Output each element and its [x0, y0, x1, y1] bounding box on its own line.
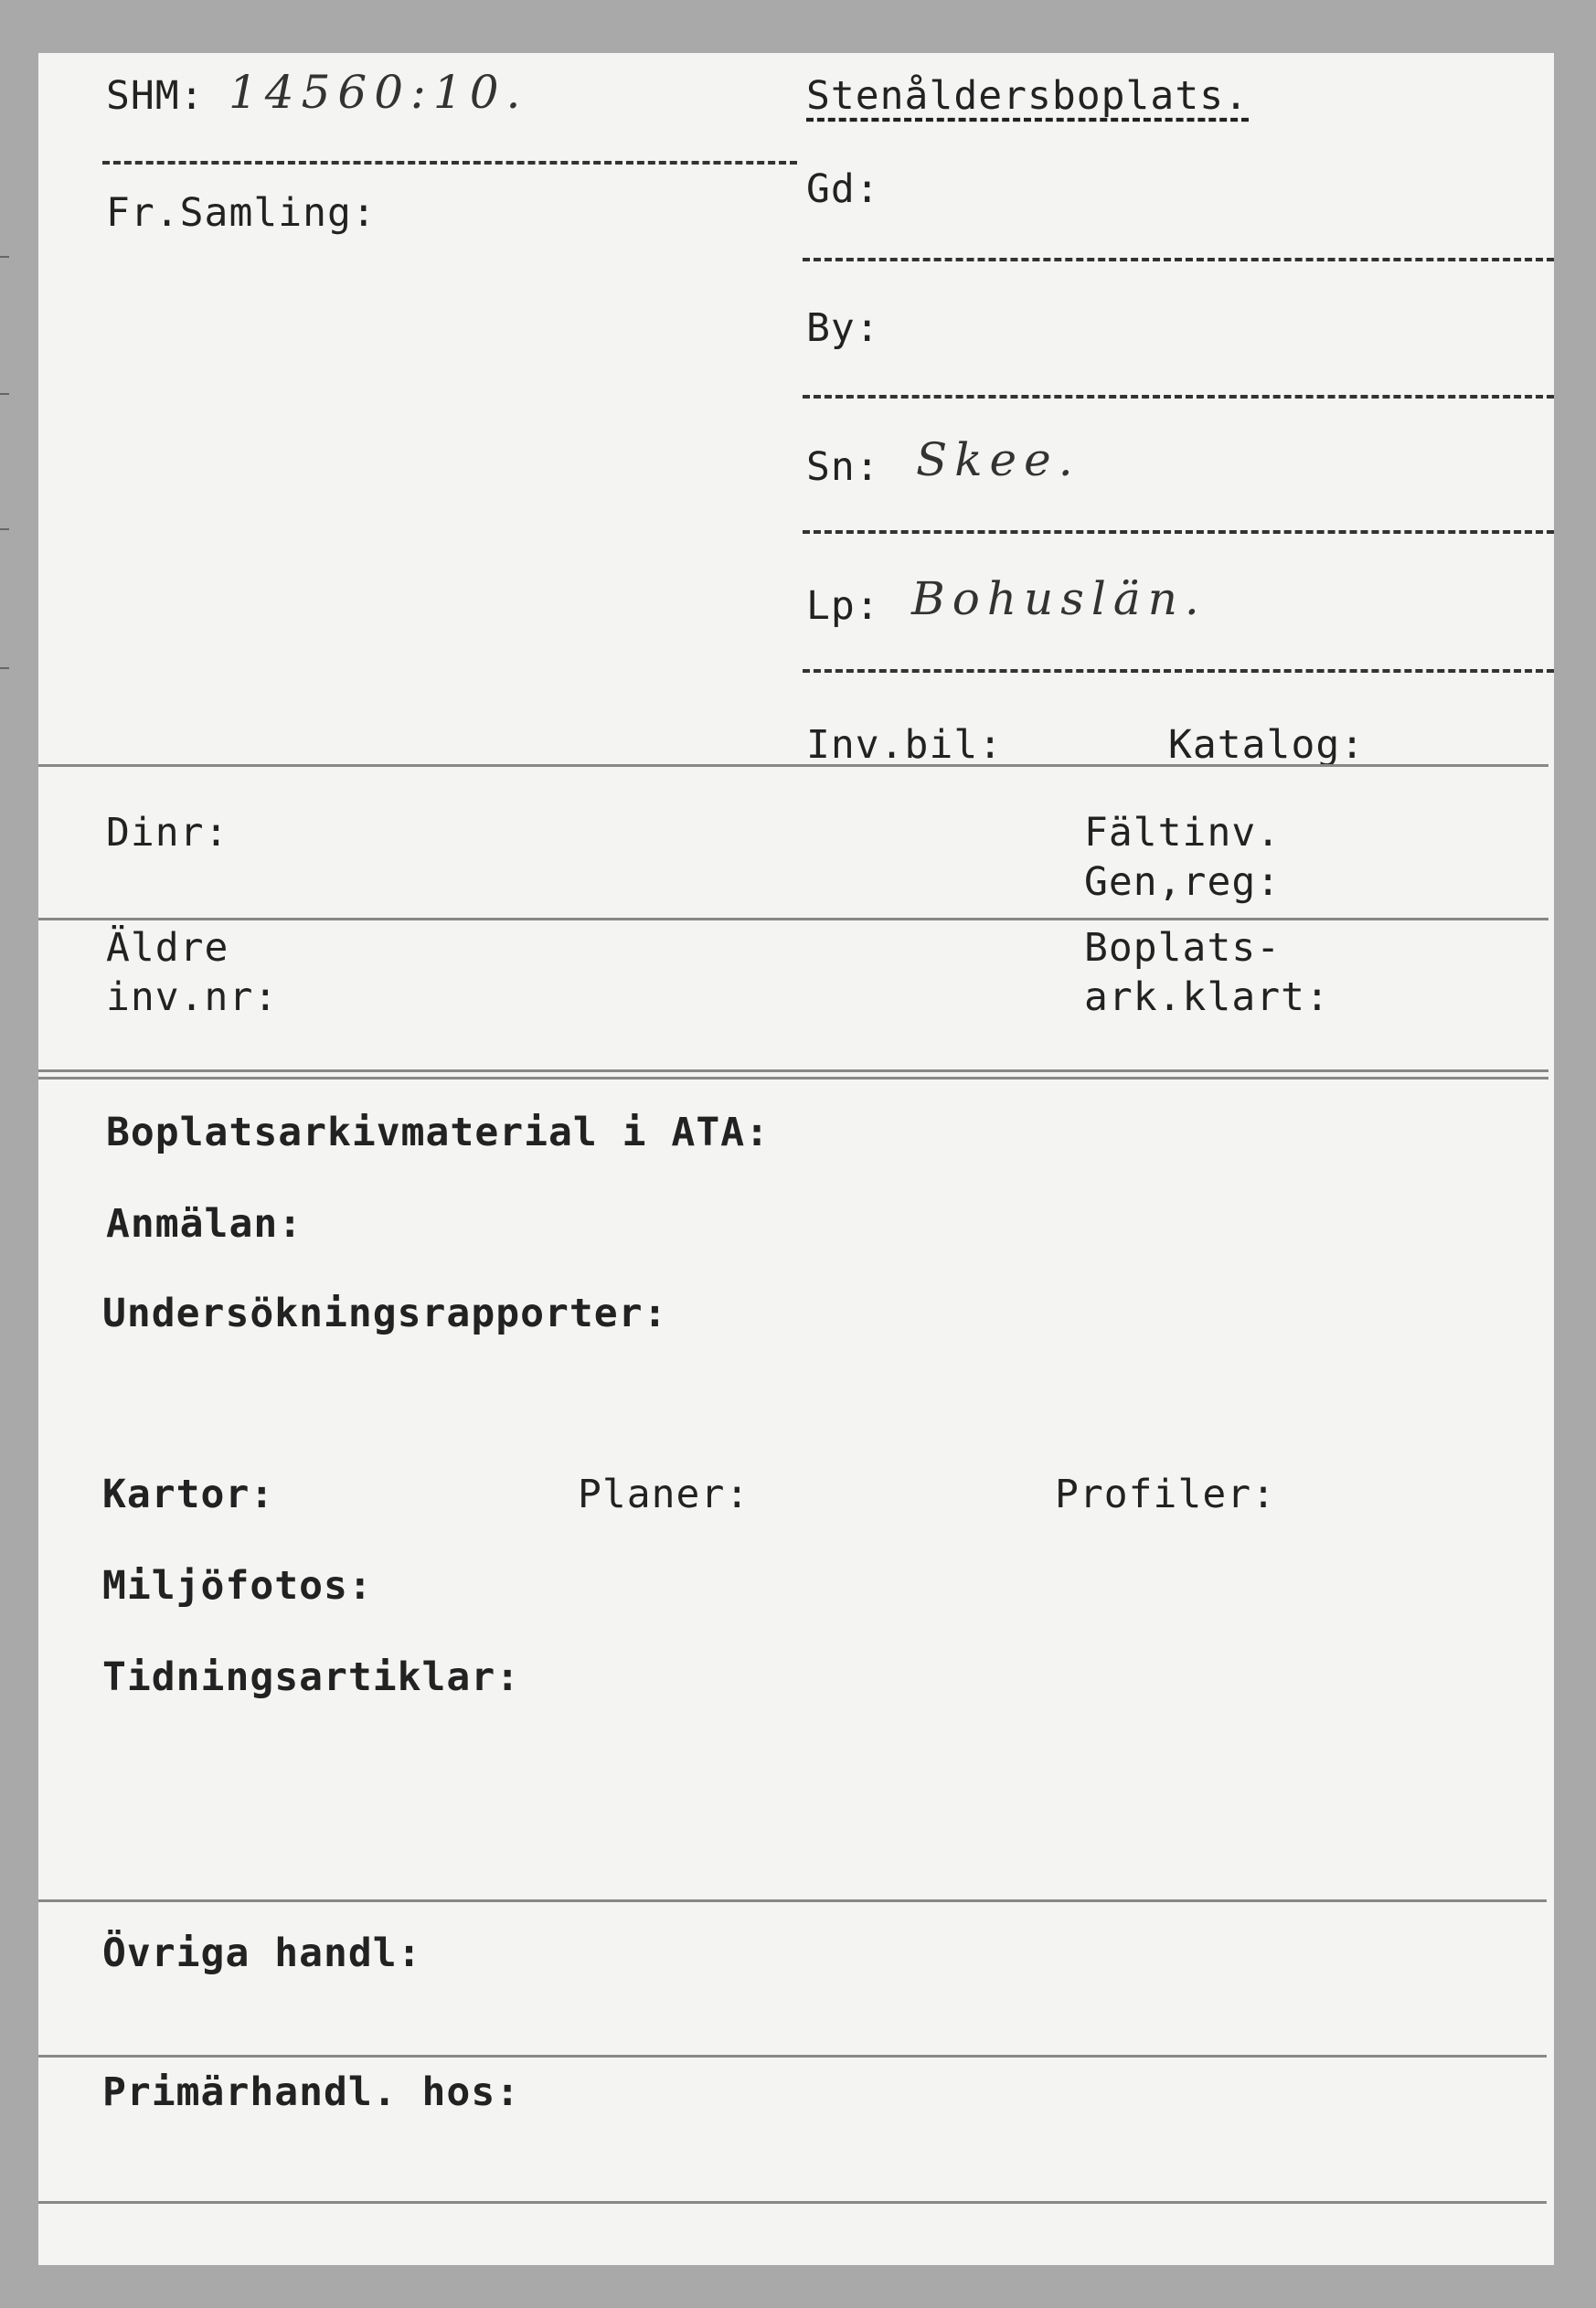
- ovriga-label: Övriga handl:: [102, 1930, 422, 1976]
- section-rule: [38, 1899, 1547, 1902]
- anmalan-label: Anmälan:: [106, 1201, 303, 1247]
- miljofotos-label: Miljöfotos:: [102, 1563, 373, 1609]
- lp-label: Lp:: [806, 583, 880, 629]
- margin-tick: [0, 667, 9, 669]
- faltinv-label: Fältinv.: [1084, 810, 1282, 856]
- section-rule: [38, 1077, 1548, 1080]
- by-rule: [803, 395, 1554, 399]
- primarhandl-label: Primärhandl. hos:: [102, 2069, 521, 2115]
- aldre-label: Äldre: [106, 925, 229, 971]
- lp-value: Bohuslän.: [911, 572, 1207, 625]
- kartor-label: Kartor:: [102, 1472, 275, 1517]
- undersokning-label: Undersökningsrapporter:: [102, 1291, 668, 1336]
- sn-rule: [803, 530, 1554, 534]
- gen-reg-label: Gen,reg:: [1084, 859, 1282, 905]
- by-label: By:: [806, 305, 880, 351]
- planer-label: Planer:: [578, 1472, 750, 1517]
- lp-rule: [803, 669, 1554, 673]
- profiler-label: Profiler:: [1055, 1472, 1276, 1517]
- section-rule: [38, 918, 1548, 920]
- margin-tick: [0, 393, 9, 395]
- header-rule: [102, 161, 797, 165]
- gd-label: Gd:: [806, 166, 880, 212]
- ark-klart-label: ark.klart:: [1084, 974, 1330, 1020]
- category-title: Stenåldersboplats.: [806, 73, 1249, 119]
- tidningsartiklar-label: Tidningsartiklar:: [102, 1654, 521, 1700]
- dinr-label: Dinr:: [106, 810, 229, 856]
- sn-label: Sn:: [806, 444, 880, 490]
- shm-label: SHM:: [106, 73, 205, 119]
- section-rule: [38, 764, 1548, 767]
- shm-number: 14560:10.: [229, 66, 528, 119]
- margin-tick: [0, 256, 9, 258]
- boplats-label: Boplats-: [1084, 925, 1282, 971]
- section-rule: [38, 2055, 1547, 2058]
- fr-samling-label: Fr.Samling:: [106, 190, 377, 236]
- gd-rule: [803, 258, 1554, 261]
- katalog-label: Katalog:: [1168, 722, 1366, 768]
- section-rule: [38, 1069, 1548, 1072]
- section-rule: [38, 2201, 1547, 2204]
- inv-bil-label: Inv.bil:: [806, 722, 1004, 768]
- index-card: [38, 53, 1554, 2265]
- archive-title: Boplatsarkivmaterial i ATA:: [106, 1110, 770, 1155]
- margin-tick: [0, 528, 9, 530]
- inv-nr-label: inv.nr:: [106, 974, 279, 1020]
- sn-value: Skee.: [916, 433, 1080, 486]
